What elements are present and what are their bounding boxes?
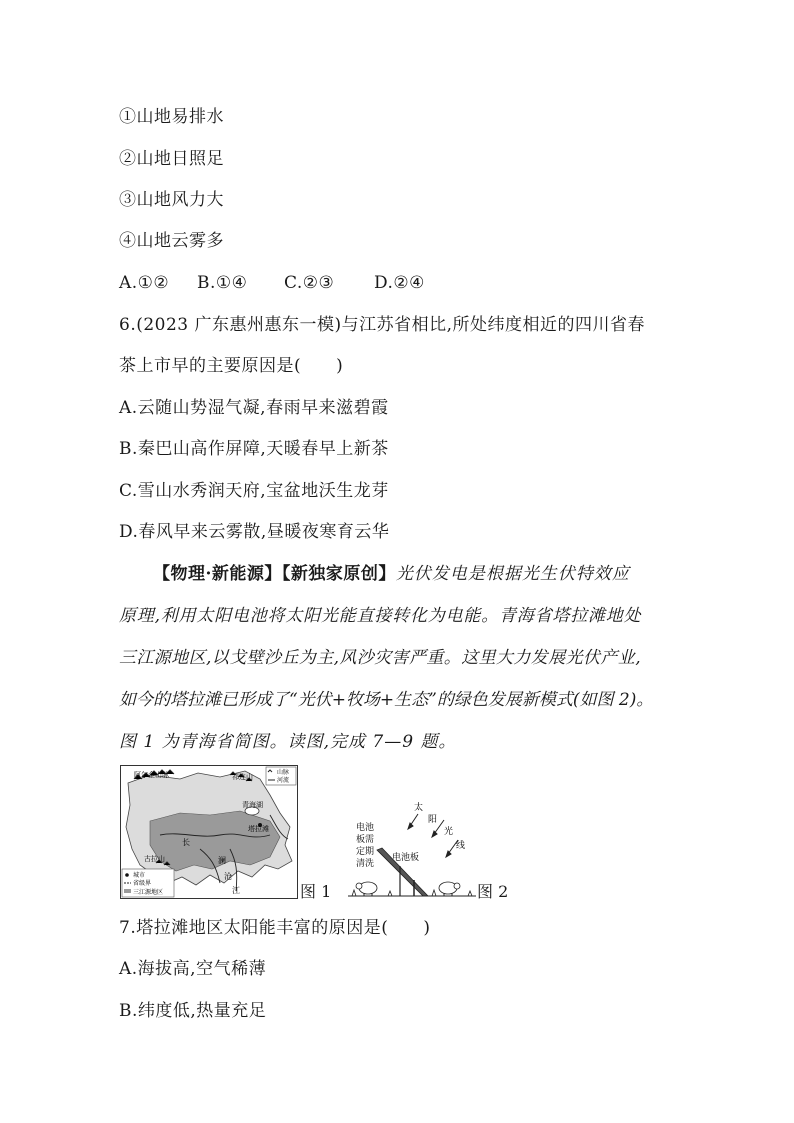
passage-tag-original: 【新独家原创】	[281, 564, 396, 584]
q7-stem: 7.塔拉滩地区太阳能丰富的原因是( )	[119, 918, 431, 938]
passage-tag-physics: 【物理·新能源】	[153, 564, 282, 584]
map-legend-area: 三江源地区	[133, 889, 164, 896]
map-label-cang: 沧	[224, 872, 232, 881]
fig2-sun-1: 太	[414, 803, 424, 813]
q6-stem-line2: 茶上市早的主要原因是( )	[119, 356, 344, 376]
q7-option-b: B.纬度低,热量充足	[119, 1001, 267, 1021]
q5-choice-a: A.①②	[119, 273, 170, 293]
figure2-label: 图 2	[477, 882, 509, 901]
fig2-left-2: 板需	[356, 835, 375, 845]
fig2-sun-4: 线	[456, 841, 466, 851]
fig2-panel-label: 电池板	[392, 853, 420, 863]
q5-choice-d: D.②④	[374, 273, 425, 293]
passage-line2: 原理,利用太阳电池将太阳光能直接转化为电能。青海省塔拉滩地处	[119, 606, 642, 626]
q5-option-4: ④山地云雾多	[119, 231, 224, 251]
map-label-altun: 阿尔金山脉	[134, 771, 169, 779]
map-label-chang: 长	[182, 838, 190, 847]
passage-line1	[153, 563, 630, 585]
q5-option-2: ②山地日照足	[119, 149, 224, 169]
map-label-qilian: 祁连山	[232, 773, 253, 781]
map-label-qinghai-lake: 青海湖	[242, 801, 263, 809]
map-label-lan: 澜	[218, 856, 226, 865]
map-legend-river: 河流	[277, 777, 290, 784]
map-label-jiang: 江	[232, 886, 240, 895]
fig2-sun-3: 光	[444, 827, 454, 837]
fig2-left-3: 定期	[356, 847, 375, 857]
q5-option-1: ①山地易排水	[119, 107, 224, 127]
q5-option-3: ③山地风力大	[119, 190, 224, 210]
q6-stem-line1: 6.(2023 广东惠州惠东一模)与江苏省相比,所处纬度相近的四川省春	[119, 315, 646, 335]
passage-line4: 如今的塔拉滩已形成了“光伏+牧场+生态”的绿色发展新模式(如图 2)。	[119, 690, 654, 710]
fig2-left-4: 清洗	[356, 859, 375, 869]
map-legend-city: 城市	[133, 872, 146, 879]
passage-line5: 图 1 为青海省简图。读图,完成 7—9 题。	[119, 732, 457, 752]
q5-choice-c: C.②③	[284, 273, 335, 293]
q6-option-c: C.雪山水秀润天府,宝盆地沃生龙芽	[119, 481, 389, 501]
figure1-map	[120, 765, 298, 899]
map-legend-boundary: 省级界	[133, 880, 152, 887]
q6-option-b: B.秦巴山高作屏障,天暖春早上新茶	[119, 439, 389, 459]
figure1-label: 图 1	[300, 882, 332, 901]
q5-choice-b: B.①④	[197, 273, 248, 293]
q6-option-d: D.春风早来云雾散,昼暖夜寒育云华	[119, 522, 390, 542]
q5-choices	[119, 272, 425, 294]
map-label-tala: 塔拉滩	[248, 825, 269, 833]
figure2-diagram	[348, 800, 476, 900]
fig2-left-1: 电池	[356, 823, 375, 833]
passage-text-1: 光伏发电是根据光生伏特效应	[395, 564, 630, 584]
passage-line3: 三江源地区,以戈壁沙丘为主,风沙灾害严重。这里大力发展光伏产业,	[119, 648, 642, 668]
q6-option-a: A.云随山势湿气凝,春雨早来滋碧霞	[119, 398, 389, 418]
map-legend-mountain: 山脉	[277, 769, 290, 776]
map-label-gula: 古拉山	[144, 855, 165, 863]
fig2-sun-2: 阳	[428, 815, 438, 825]
q7-option-a: A.海拔高,空气稀薄	[119, 959, 267, 979]
